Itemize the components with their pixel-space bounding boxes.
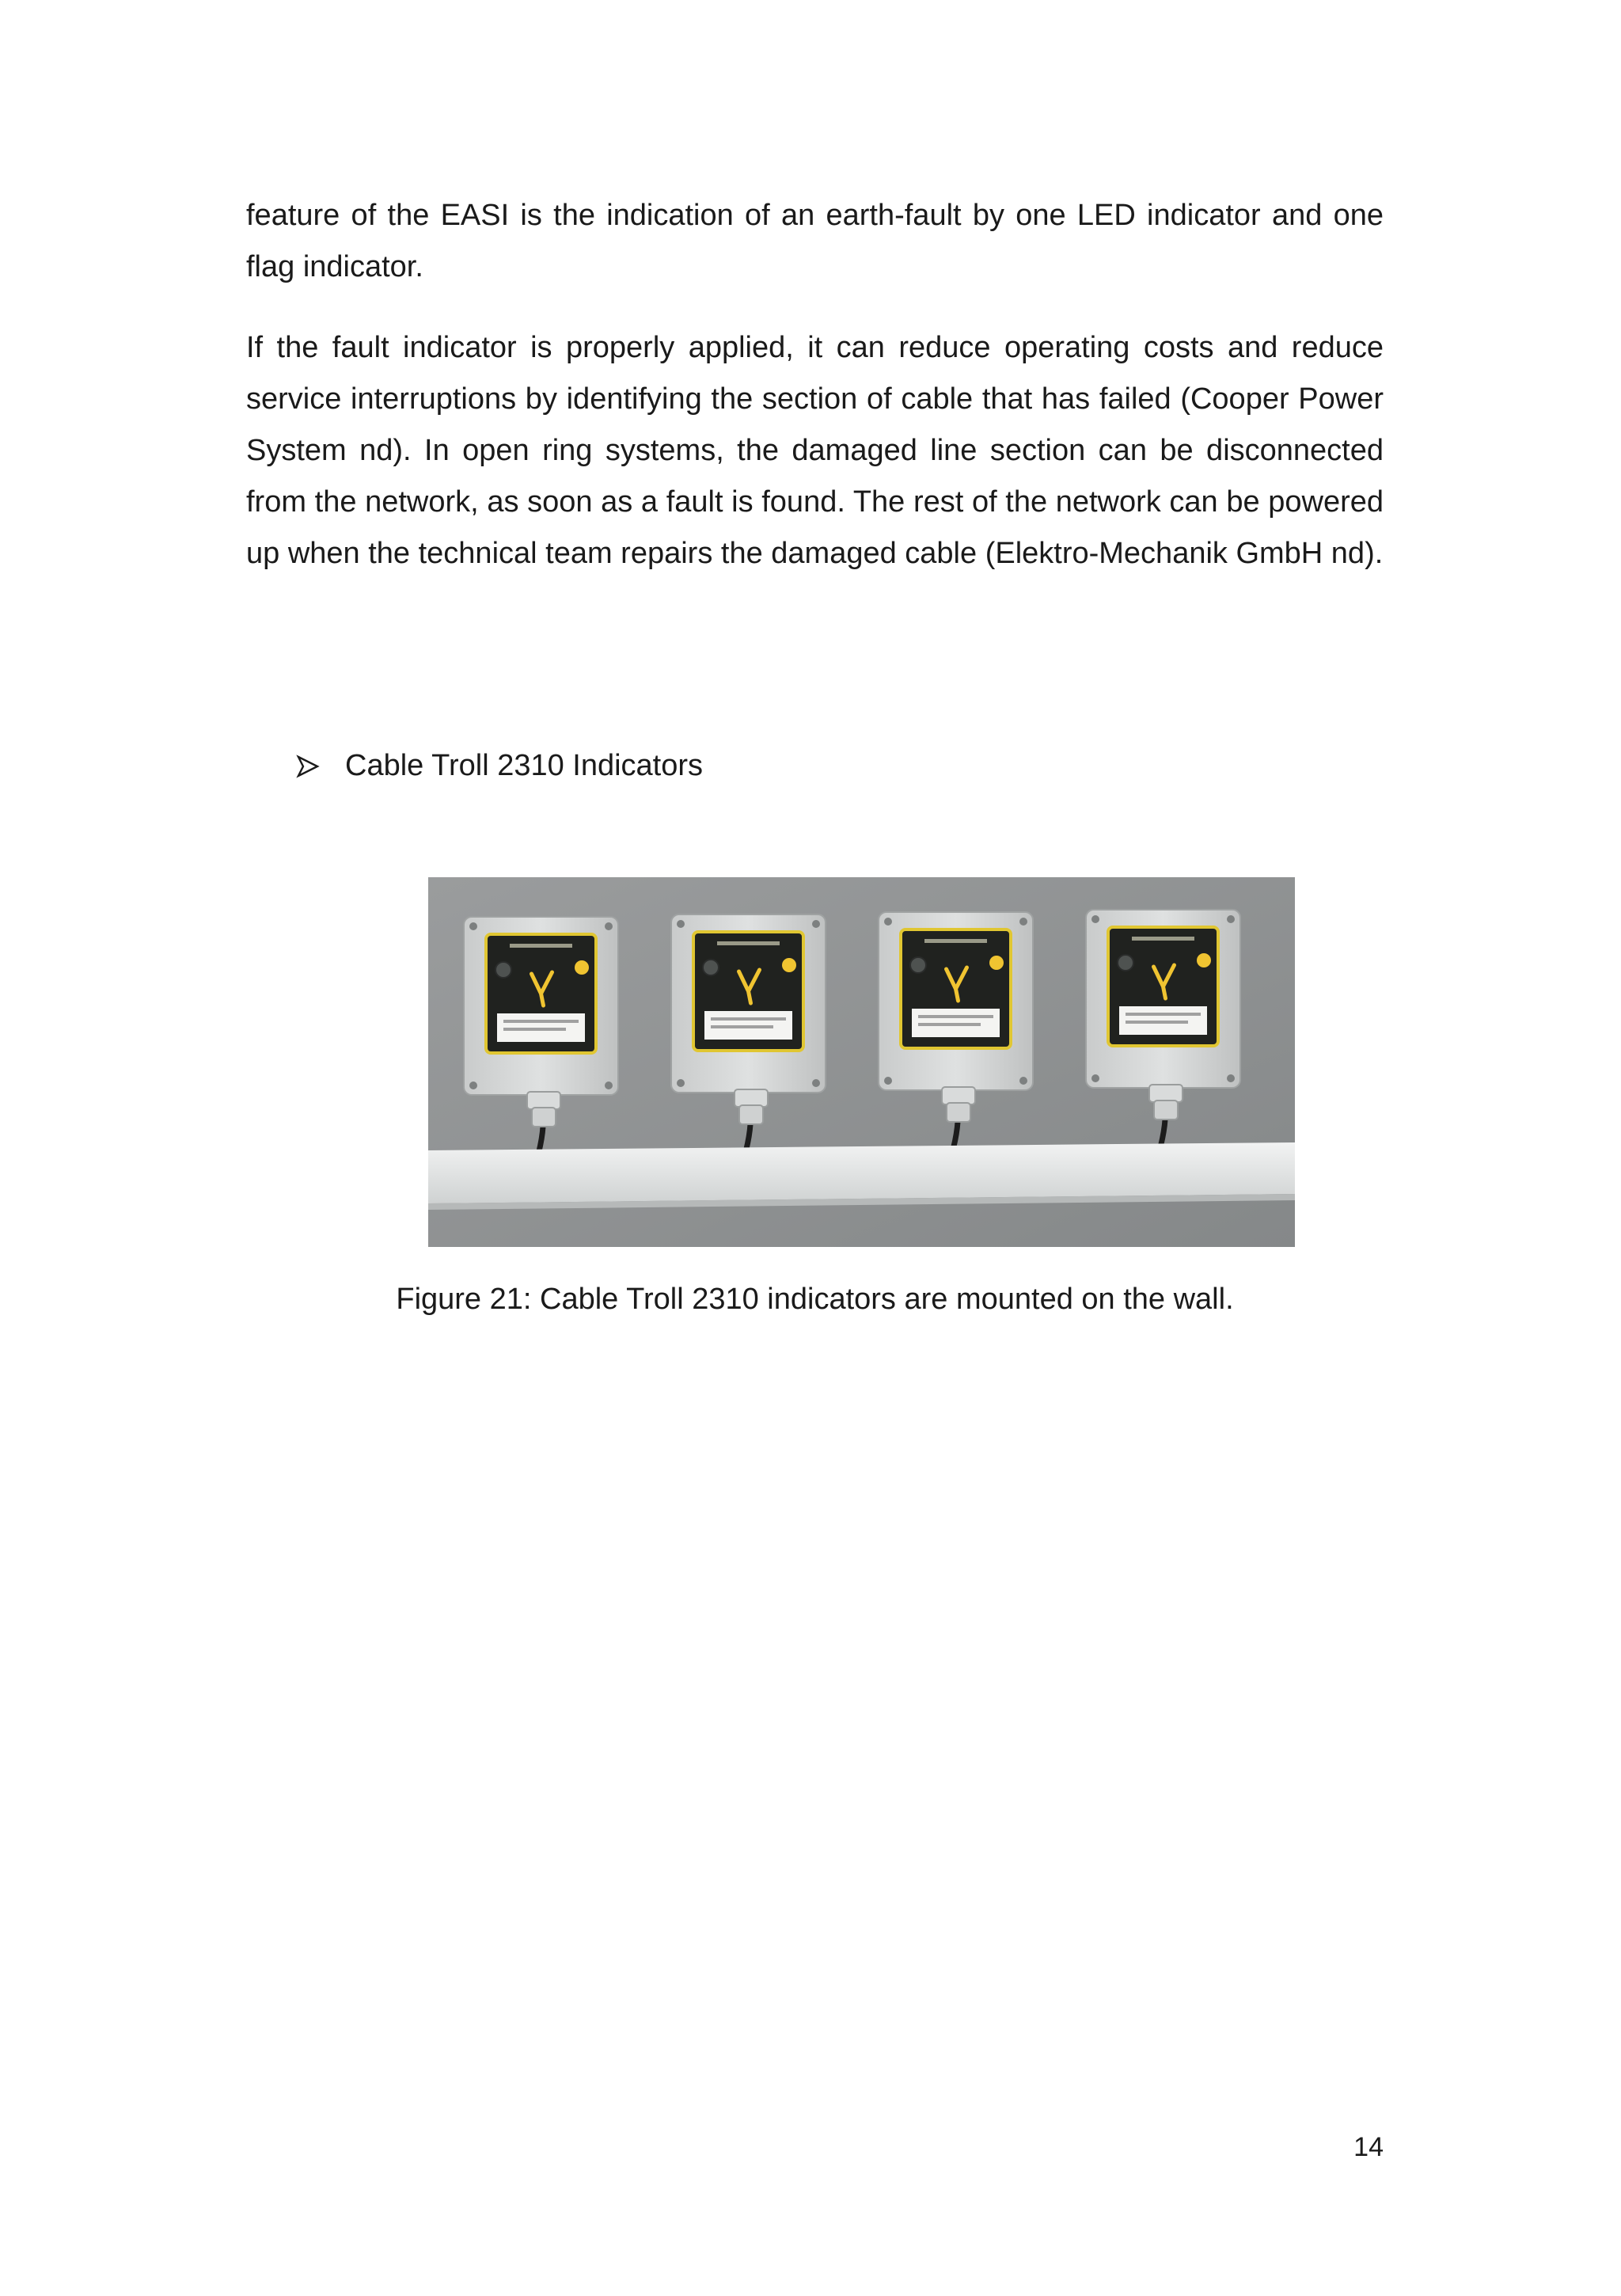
cable-gland-nut <box>739 1105 763 1124</box>
cable-gland-nut <box>947 1103 970 1122</box>
cable-gland <box>735 1089 768 1107</box>
reset-led-icon <box>1118 955 1133 971</box>
bullet-text: Cable Troll 2310 Indicators <box>345 749 704 782</box>
screw-icon <box>884 918 892 926</box>
screw-icon <box>1019 918 1027 926</box>
panel-header-mark <box>1132 937 1194 941</box>
screw-icon <box>812 920 820 928</box>
label-line <box>503 1020 579 1023</box>
cable-gland <box>1149 1085 1183 1102</box>
indicator-photo <box>428 877 1295 1247</box>
screw-icon <box>677 1079 685 1087</box>
screw-icon <box>812 1079 820 1087</box>
label-line <box>711 1025 773 1028</box>
panel-header-mark <box>510 944 572 948</box>
screw-icon <box>1091 915 1099 923</box>
panel-header-mark <box>924 939 987 943</box>
label-line <box>503 1028 566 1031</box>
screw-icon <box>469 922 477 930</box>
screw-icon <box>605 922 613 930</box>
cable-gland-nut <box>1154 1100 1178 1119</box>
fault-led-icon <box>989 956 1004 970</box>
label-line <box>1126 1021 1188 1024</box>
reset-led-icon <box>703 960 719 975</box>
label-line <box>918 1015 993 1018</box>
cable-gland <box>527 1092 560 1109</box>
screw-icon <box>1227 1074 1235 1082</box>
page-number: 14 <box>1353 2132 1384 2162</box>
cable-gland <box>942 1087 975 1104</box>
panel-header-mark <box>717 941 780 945</box>
screw-icon <box>605 1081 613 1089</box>
fault-led-icon <box>782 958 796 972</box>
figure-caption: Figure 21: Cable Troll 2310 indicators are mounted on the wall. <box>396 1283 1234 1316</box>
bullet-item <box>296 740 703 792</box>
screw-icon <box>1019 1077 1027 1085</box>
cable-rail <box>428 1142 1295 1203</box>
screw-icon <box>469 1081 477 1089</box>
screw-icon <box>1091 1074 1099 1082</box>
label-line <box>1126 1013 1201 1016</box>
reset-led-icon <box>495 962 511 978</box>
arrow-bullet-icon <box>296 740 345 792</box>
paragraph-intro: feature of the EASI is the indication of an earth-fault by one LED indicator and one flag indicator. <box>246 199 1384 283</box>
screw-icon <box>677 920 685 928</box>
figure-photo <box>428 877 1295 1247</box>
fault-led-icon <box>1197 953 1211 967</box>
paragraph-fault-indicator: If the fault indicator is properly applied, it can reduce operating costs and reduce service interruptions by identifying the section of cable that has failed (Cooper Power System nd). In open ring systems, the damaged line section can be disconnected from the network, as soon as a fault is found. The rest of the network can be powered up when the technical team repairs the damaged cable (Elektro-Mechanik GmbH nd). <box>246 331 1384 570</box>
screw-icon <box>884 1077 892 1085</box>
screw-icon <box>1227 915 1235 923</box>
cable-gland-nut <box>532 1108 556 1127</box>
reset-led-icon <box>910 957 926 973</box>
fault-led-icon <box>575 960 589 975</box>
label-line <box>918 1023 981 1026</box>
label-line <box>711 1017 786 1021</box>
